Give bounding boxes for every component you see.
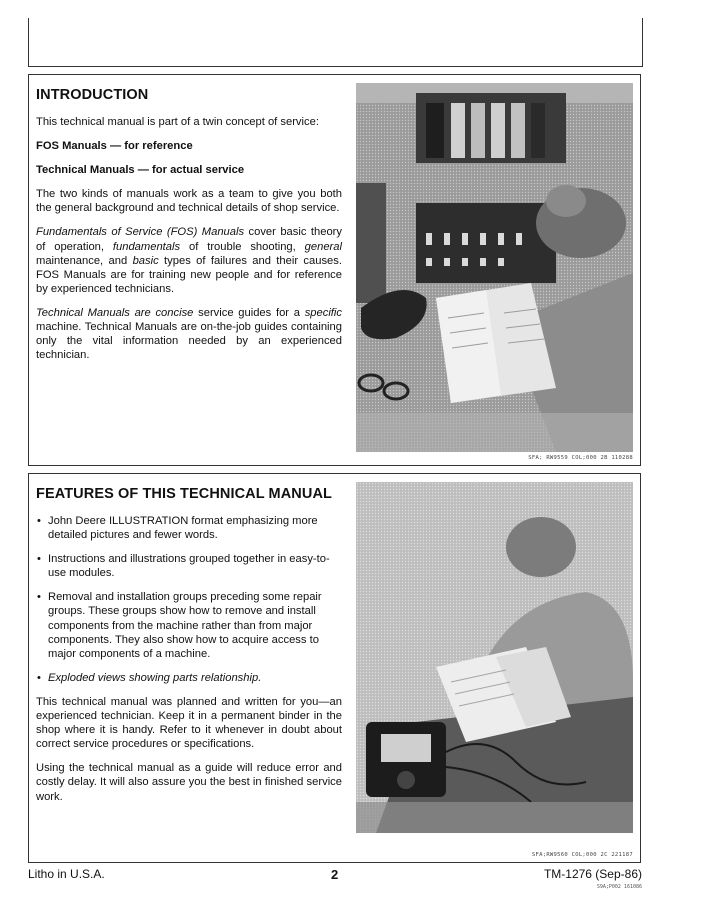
fos-title: Fundamentals of Service (FOS) Manuals [36,226,245,239]
basic-word: basic [132,254,159,267]
fos-manuals-line: FOS Manuals — for reference [36,140,193,153]
intro-paragraph-4 [36,306,342,362]
list-item [36,514,342,542]
manual-number: TM-1276 (Sep-86) [543,867,642,881]
p4-text-b: service guides for a [193,306,305,319]
features-list [36,514,342,685]
photo-caption: SFA; RW9559 COL;000 2B 110288 [528,455,633,461]
bookshelf-photo-illustration [356,83,633,452]
list-item [36,671,342,685]
technician-reading-manual-photo [356,83,633,452]
intro-paragraph-2: The two kinds of manuals work as a team to give you both the general background and technical details of shop service. [36,188,342,215]
features-heading: FEATURES OF THIS TECHNICAL MANUAL [36,486,332,502]
specific-word: specific [304,306,342,319]
header-box [28,18,643,67]
features-section [28,473,641,863]
p3-text-f: maintenance, and [36,254,133,267]
list-item-text: Exploded views showing parts relationship. [48,671,262,684]
list-item-text: John Deere ILLUSTRATION format emphasizing more detailed pictures and fewer words. [48,515,318,542]
p3-text-b: cover basic theory of operation, [36,226,342,253]
technician-testing-photo [356,482,633,833]
bullet-icon: • [37,591,41,604]
intro-paragraph-3 [36,225,342,295]
features-paragraph-2: Using the technical manual as a guide will reduce error and costly delay. It will also assure you the best in finished service work. [36,762,342,803]
technical-manuals-line: Technical Manuals — for actual service [36,164,245,177]
footer-printed-in: Litho in U.S.A. [28,867,105,881]
tm-concise-phrase: Technical Manuals are concise [36,306,194,319]
bullet-icon: • [37,515,41,527]
intro-paragraph-1: This technical manual is part of a twin concept of service: [36,116,319,128]
multimeter-photo-illustration [356,482,633,833]
features-paragraph-1: This technical manual was planned and written for you—an experienced technician. Keep it in a permanent binder in the shop where it is handy. Refer to it whenever in doubt about correct service procedures or specifications. [36,695,342,751]
page-number: 2 [331,867,339,882]
photo-caption: SFA;RW9560 COL;000 2C 221187 [531,852,633,858]
p3-text-h: types of failures and their causes. FOS Manuals are for training new people and for reference by experienced technicians. [36,254,342,295]
introduction-text [36,87,342,372]
general-word: general [304,240,342,253]
bullet-icon: • [37,671,41,684]
bullet-icon: • [37,553,41,566]
introduction-heading: INTRODUCTION [36,87,149,103]
introduction-section [28,74,641,466]
p3-text-d: of trouble shooting, [180,240,305,253]
list-item [36,590,342,660]
footer-code: S9A;P002 161086 [596,884,642,890]
list-item-text: Removal and installation groups preceding some repair groups. These groups show how to remove and install components from the machine rather than from major components. They also show how to acquire access to major components of a machine. [48,591,322,660]
list-item-text: Instructions and illustrations grouped together in easy-to-use modules. [48,553,330,580]
p4-text-d: machine. Technical Manuals are on-the-job guides containing only the vital information needed by an experienced technician. [36,321,342,362]
fundamentals-word: fundamentals [112,240,181,253]
features-text [36,486,342,814]
list-item [36,552,342,580]
